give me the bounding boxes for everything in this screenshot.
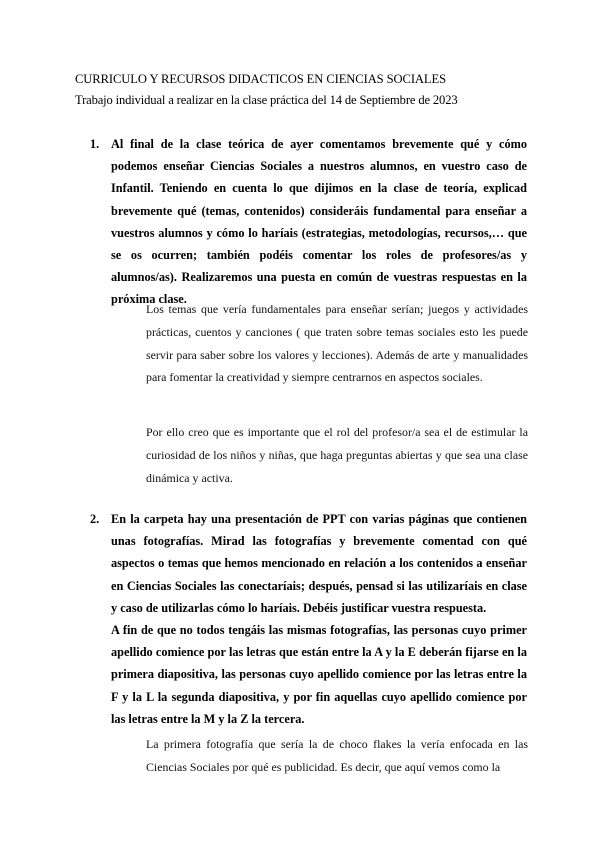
question-2-extra-text: A fin de que no todos tengáis las mismas fotografías, las personas cuyo primer apellido comience por las letras que están entre la A y la E deberán fijarse en la primera diapositiva, las personas cuyo apellido comience por las letras entre la F y la L la segunda diapositiva, y por fin aquellas cuyo apellido comience por las letras entre la M y la Z la tercera.: [111, 623, 527, 726]
answer-paragraph-2: Por ello creo que es importante que el rol del profesor/a sea el de estimular la curiosidad de los niños y niñas, que haga preguntas abiertas y que sea una clase dinámica y activa.: [146, 425, 528, 485]
question-2: [90, 508, 527, 730]
question-1: [90, 133, 527, 311]
document-title: CURRICULO Y RECURSOS DIDACTICOS EN CIENCIAS SOCIALES: [75, 72, 447, 86]
question-1-number: 1.: [90, 137, 100, 151]
answer-paragraph-3: La primera fotografía que sería la de choco flakes la vería enfocada en las Ciencias Sociales por qué es publicidad. Es decir, que aquí vemos como la: [146, 737, 528, 774]
question-2-text: En la carpeta hay una presentación de PPT con varias páginas que contienen unas fotografías. Mirad las fotografías y brevemente comentad con qué aspectos o temas que hemos mencionado en relación a los contenidos a enseñar en Ciencias Sociales las conectaríais; después, pensad si las utilizaríais en clase y caso de utilizarlas cómo lo haríais. Debéis justificar vuestra respuesta.: [111, 512, 527, 615]
document-subtitle: Trabajo individual a realizar en la clase práctica del 14 de Septiembre de 2023: [75, 93, 458, 107]
question-1-text: Al final de la clase teórica de ayer comentamos brevemente qué y cómo podemos enseñar Ciencias Sociales a nuestros alumnos, en vuestro caso de Infantil. Teniendo en cuenta lo que dijimos en la clase de teoría, explicad brevemente qué (temas, contenidos) consideráis fundamental para enseñar a vuestros alumnos y cómo lo haríais (estrategias, metodologías, recursos,… que se os ocurren; también podéis comentar los roles de profesores/as y alumnos/as). Realizaremos una puesta en común de vuestras respuestas en la próxima clase.: [111, 137, 527, 307]
question-2-number: 2.: [90, 512, 100, 526]
answer-paragraph-1: Los temas que vería fundamentales para enseñar serían; juegos y actividades prácticas, cuentos y canciones ( que traten sobre temas sociales esto les puede servir para saber sobre los valores y lecciones). Además de arte y manualidades para fomentar la creatividad y siempre centrarnos en aspectos sociales.: [146, 302, 528, 385]
